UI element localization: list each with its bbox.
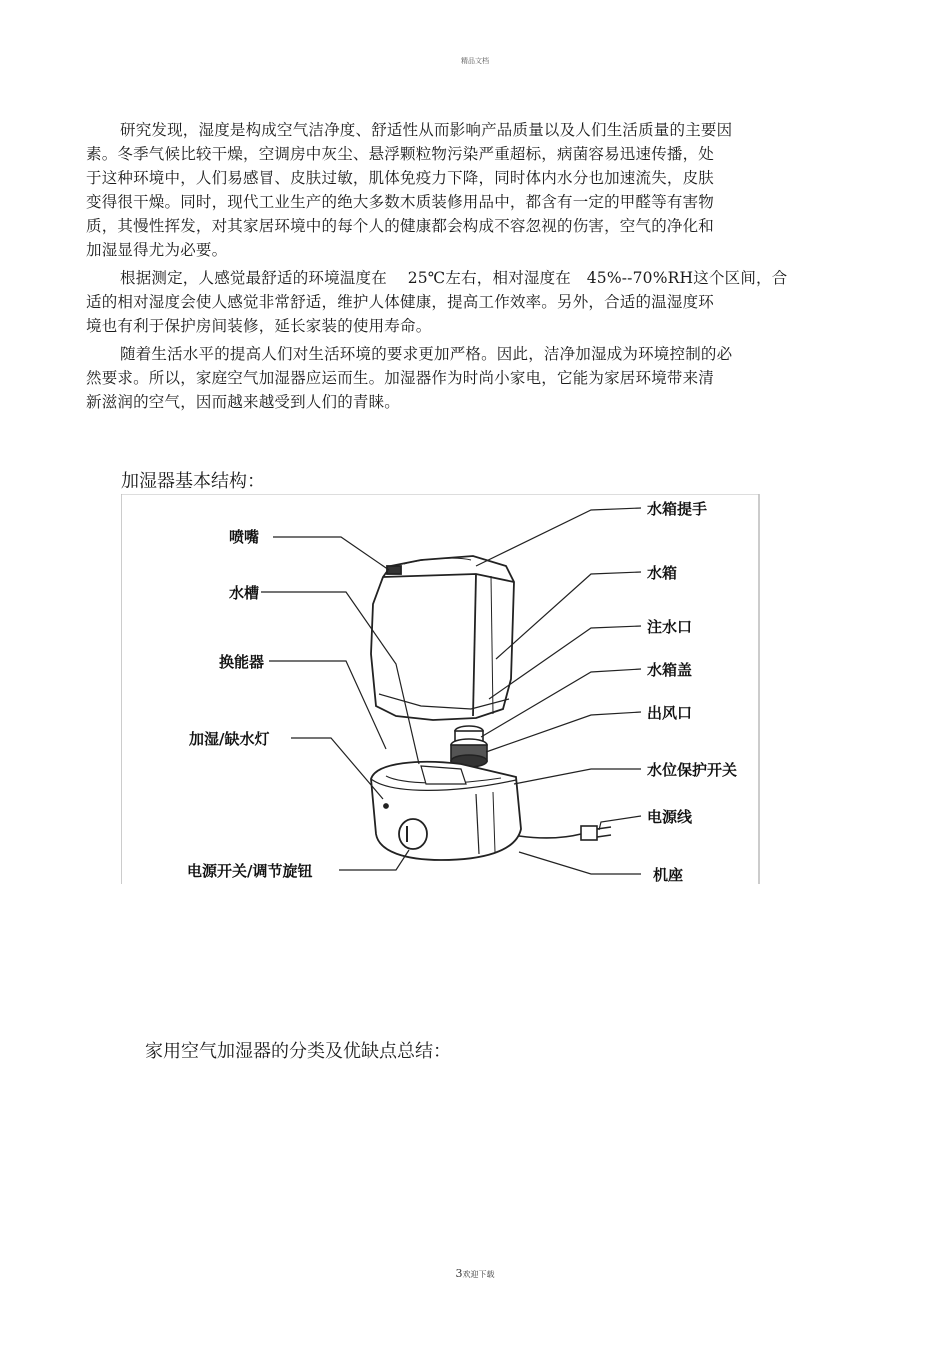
label-water-level-switch: 水位保护开关 xyxy=(647,761,738,779)
base-drawing xyxy=(371,762,521,860)
paragraph-line: 境也有利于保护房间装修，延长家装的使用寿命。 xyxy=(86,317,432,335)
paragraph-line: 于这种环境中，人们易感冒、皮肤过敏，肌体免疫力下降，同时体内水分也加速流失，皮肤 xyxy=(86,169,715,187)
paragraph-line: 然要求。所以，家庭空气加湿器应运而生。加湿器作为时尚小家电，它能为家居环境带来清 xyxy=(86,369,715,387)
label-humidify-indicator: 加湿/缺水灯 xyxy=(189,730,270,748)
label-water-trough: 水槽 xyxy=(229,584,260,602)
label-tank-cap: 水箱盖 xyxy=(647,661,693,679)
paragraph-line: 根据测定，人感觉最舒适的环境温度在 25℃左右，相对湿度在 45%--70%RH这个区间，合 xyxy=(120,269,788,287)
section-heading-classification: 家用空气加湿器的分类及优缺点总结： xyxy=(145,1041,451,1062)
paragraph-line: 变得很干燥。同时，现代工业生产的绝大多数木质装修用品中，都含有一定的甲醛等有害物 xyxy=(86,193,715,211)
paragraph-line: 质，其慢性挥发，对其家居环境中的每个人的健康都会构成不容忽视的伤害，空气的净化和 xyxy=(86,217,715,235)
paragraph-line: 研究发现，湿度是构成空气洁净度、舒适性从而影响产品质量以及人们生活质量的主要因 xyxy=(120,121,733,139)
label-water-tank: 水箱 xyxy=(647,564,678,582)
paragraph-line: 加湿显得尤为必要。 xyxy=(86,241,228,259)
footer-text: 欢迎下载 xyxy=(462,1270,495,1279)
paragraph-line: 适的相对湿度会使人感觉非常舒适，维护人体健康，提高工作效率。另外，合适的温湿度环 xyxy=(86,293,715,311)
page-footer xyxy=(0,1267,950,1280)
label-air-outlet: 出风口 xyxy=(647,704,693,722)
label-fill-inlet: 注水口 xyxy=(647,618,693,636)
page-number: 3 xyxy=(455,1267,463,1280)
page-header: 精品文档 xyxy=(461,57,489,65)
label-power-knob: 电源开关/调节旋钮 xyxy=(187,862,313,880)
label-base: 机座 xyxy=(653,866,684,884)
water-tank-cap-drawing xyxy=(451,726,487,767)
label-transducer: 换能器 xyxy=(219,653,265,671)
paragraph-line: 随着生活水平的提高人们对生活环境的要求更加严格。因此，洁净加湿成为环境控制的必 xyxy=(120,345,733,363)
label-tank-handle: 水箱提手 xyxy=(647,500,708,518)
water-tank-drawing xyxy=(371,556,514,720)
power-cord-drawing xyxy=(519,826,611,840)
label-power-cord: 电源线 xyxy=(647,808,693,826)
label-nozzle: 喷嘴 xyxy=(229,528,260,546)
paragraph-line: 素。冬季气候比较干燥，空调房中灰尘、悬浮颗粒物污染严重超标，病菌容易迅速传播，处 xyxy=(86,145,715,163)
paragraph-line: 新滋润的空气，因而越来越受到人们的青睐。 xyxy=(86,393,401,411)
section-heading-structure: 加湿器基本结构： xyxy=(121,471,265,492)
humidifier-structure-diagram xyxy=(121,494,761,884)
